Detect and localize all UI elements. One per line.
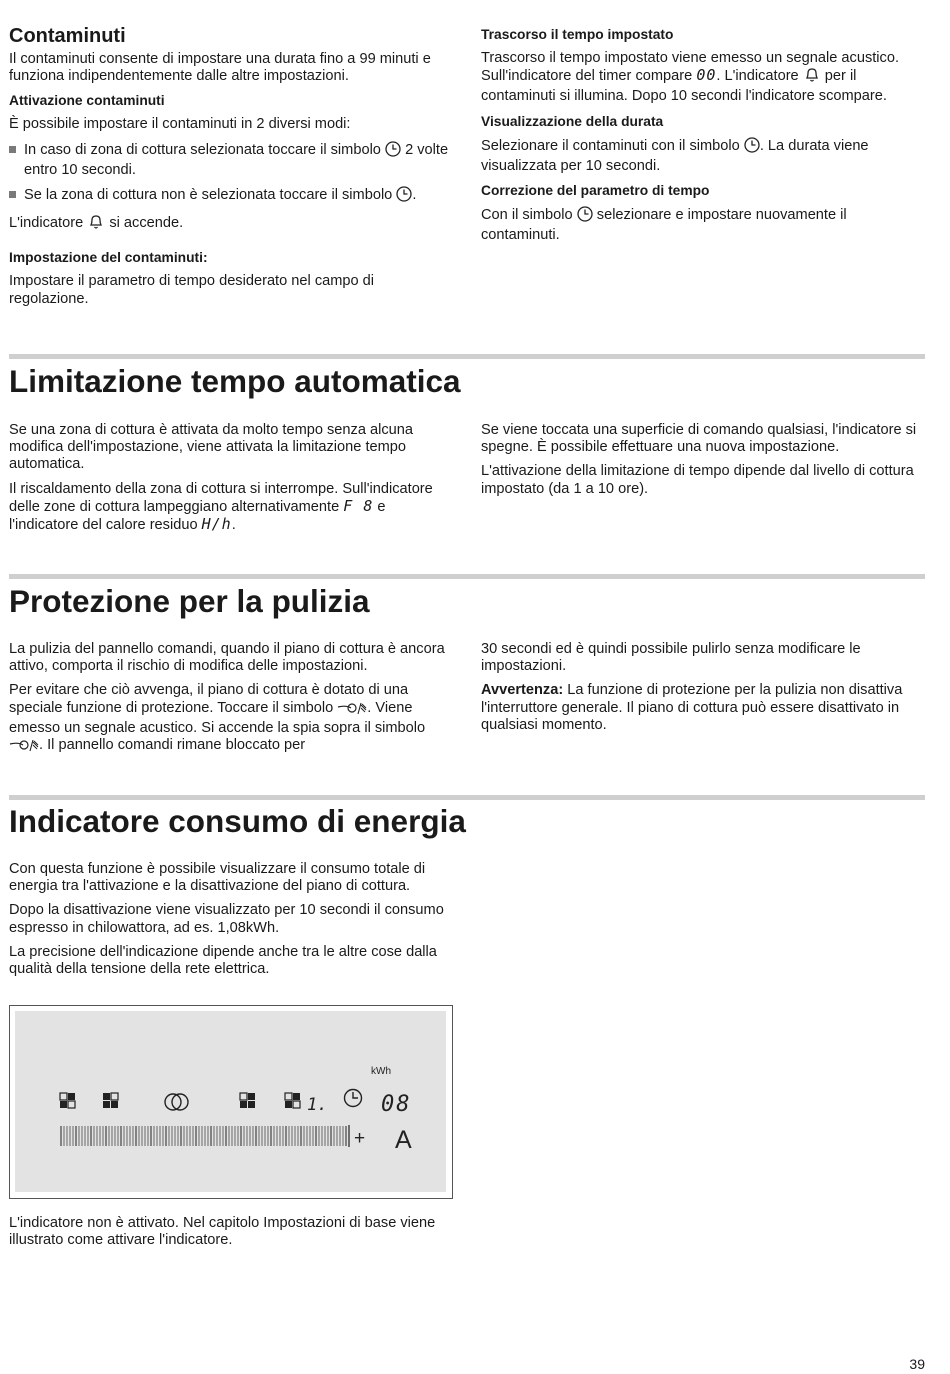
attivazione-heading: Attivazione contaminuti xyxy=(9,93,165,109)
energia-p2: Dopo la disattivazione viene visualizzato per 10 secondi il consumo espresso in chilowattora, ad es. 1,08kWh. xyxy=(9,902,444,936)
control-panel-surface xyxy=(15,1011,446,1192)
page-number: 39 xyxy=(909,1356,925,1372)
timer-clock-icon xyxy=(345,1090,362,1107)
warning-label: Avvertenza: xyxy=(481,682,564,699)
limitazione-p3: Se viene toccata una superficie di comando qualsiasi, l'indicatore si spegne. È possibile effettuare una nuova impostazione. xyxy=(481,422,917,456)
plus-symbol: + xyxy=(354,1128,366,1149)
impostazione-heading: Impostazione del contaminuti: xyxy=(9,250,208,266)
section-divider xyxy=(9,574,925,579)
impostazione-text: Impostare il parametro di tempo desiderato nel campo di regolazione. xyxy=(9,273,375,307)
auto-symbol: A xyxy=(395,1126,412,1154)
energia-p3: La precisione dell'indicazione dipende anche tra le altre cose dalla qualità della tensione della rete elettrica. xyxy=(9,943,437,978)
zone-indicator-icon xyxy=(103,1093,118,1108)
clock-icon xyxy=(396,186,412,207)
bullet-square-icon xyxy=(9,191,16,198)
trascorso-heading: Trascorso il tempo impostato xyxy=(481,27,674,42)
section-divider xyxy=(9,354,925,359)
clock-icon xyxy=(385,141,401,162)
protezione-heading: Protezione per la pulizia xyxy=(9,583,370,619)
protezione-p2: Per evitare che ciò avvenga, il piano di cottura è dotato di una speciale funzione di protezione. Toccare il simbolo . Viene emesso un segnale acustico. Si accende la spia sopra il simbolo . Il pannello comandi rimane bloccato per xyxy=(9,682,454,757)
contaminuti-heading: Contaminuti xyxy=(9,25,126,47)
section-divider xyxy=(9,795,925,800)
energia-p1: Con questa funzione è possibile visualizzare il consumo totale di energia tra l'attivazione e la disattivazione del piano di cottura. xyxy=(9,861,426,895)
energia-text xyxy=(9,861,454,985)
contaminuti-intro: Il contaminuti consente di impostare una durata fino a 99 minuti e funziona indipendentemente dalle altre impostazioni. xyxy=(9,51,431,85)
power-boost-icon xyxy=(165,1094,188,1110)
control-panel-graphic xyxy=(15,1011,446,1192)
kwh-unit-label: kWh xyxy=(371,1066,391,1077)
bullet-item: In caso di zona di cottura selezionata toccare il simbolo 2 volte entro 10 secondi. xyxy=(9,141,454,179)
control-panel-illustration xyxy=(9,1005,453,1199)
limitazione-left xyxy=(9,422,454,541)
attivazione-text: È possibile impostare il contaminuti in 2 diversi modi: xyxy=(9,116,351,133)
bullet-item: Se la zona di cottura non è selezionata toccare il simbolo . xyxy=(9,186,454,207)
contaminuti-section xyxy=(9,24,454,315)
limitazione-p4: L'attivazione della limitazione di tempo dipende dal livello di cottura impostato (da 1 a 10 ore). xyxy=(481,463,914,497)
zone-level-display: 1. xyxy=(307,1095,328,1115)
bullet-square-icon xyxy=(9,146,16,153)
trascorso-section xyxy=(481,24,926,251)
energia-p4: L'indicatore non è attivato. Nel capitolo Impostazioni di base viene illustrato come attivare l'indicatore. xyxy=(9,1215,436,1249)
zone-indicator-icon xyxy=(240,1093,255,1108)
trascorso-text: Trascorso il tempo impostato viene emesso un segnale acustico. Sull'indicatore del timer compare 00. L'indicatore per il contaminuti si illumina. Dopo 10 secondi l'indicatore scompare. xyxy=(481,50,900,105)
limitazione-p2: Il riscaldamento della zona di cottura si interrompe. Sull'indicatore delle zone di cottura lampeggiano alternativamente F 8 e l'indicatore del calore residuo H/h. xyxy=(9,480,433,534)
visualizzazione-text: Selezionare il contaminuti con il simbolo . La durata viene visualizzata per 10 secondi. xyxy=(481,137,869,174)
wipe-protection-icon xyxy=(337,701,367,720)
energia-heading: Indicatore consumo di energia xyxy=(9,803,466,839)
limitazione-heading: Limitazione tempo automatica xyxy=(9,363,461,399)
energia-note xyxy=(9,1215,454,1256)
correzione-heading: Correzione del parametro di tempo xyxy=(481,183,710,199)
residual-heat-display: H/h xyxy=(201,515,232,534)
visualizzazione-heading: Visualizzazione della durata xyxy=(481,113,664,129)
zone-indicator-icon xyxy=(285,1093,300,1108)
limitazione-right xyxy=(481,422,926,505)
slider-scale xyxy=(61,1126,346,1146)
protezione-right xyxy=(481,641,926,741)
zone-indicator-icon xyxy=(60,1093,75,1108)
wipe-protection-icon xyxy=(9,738,39,757)
indicatore-text: L'indicatore si accende. xyxy=(9,214,454,235)
error-code-display: F 8 xyxy=(343,496,374,515)
protezione-p3: 30 secondi ed è quindi possibile pulirlo senza modificare le impostazioni. xyxy=(481,641,861,675)
bell-icon xyxy=(803,67,821,88)
protezione-p1: La pulizia del pannello comandi, quando il piano di cottura è ancora attivo, comporta il rischio di modifica delle impostazioni. xyxy=(9,641,445,675)
clock-icon xyxy=(577,206,593,227)
correzione-text: Con il simbolo selezionare e impostare nuovamente il contaminuti. xyxy=(481,207,847,244)
clock-icon xyxy=(744,137,760,158)
bell-icon xyxy=(87,214,105,235)
energy-display: 08 xyxy=(381,1092,412,1117)
protezione-left xyxy=(9,641,454,764)
protezione-warning: Avvertenza: La funzione di protezione per la pulizia non disattiva l'interruttore generale. Il piano di cottura può essere disattivato in qualsiasi momento. xyxy=(481,682,903,733)
timer-display: 00 xyxy=(696,66,717,85)
limitazione-p1: Se una zona di cottura è attivata da molto tempo senza alcuna modifica dell'impostazione, viene attivata la limitazione tempo automatica. xyxy=(9,422,414,473)
